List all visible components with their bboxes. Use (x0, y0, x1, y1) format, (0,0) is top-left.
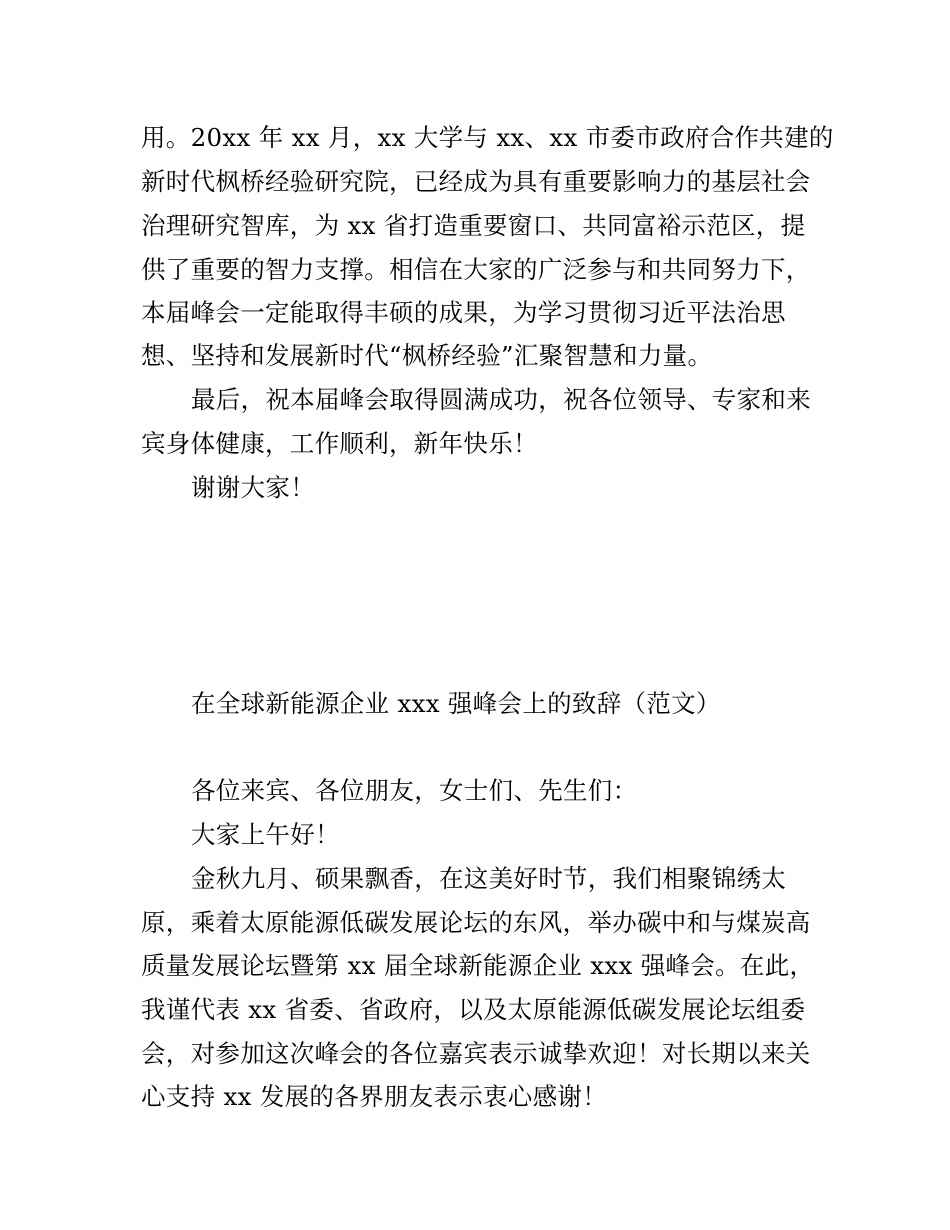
paragraph-line: 用。20xx 年 xx 月，xx 大学与 xx、xx 市委市政府合作共建的 (141, 123, 834, 152)
paragraph-line: 治理研究智库，为 xx 省打造重要窗口、共同富裕示范区，提 (141, 211, 806, 240)
paragraph-line: 新时代枫桥经验研究院，已经成为具有重要影响力的基层社会 (141, 167, 811, 196)
speech-title: 在全球新能源企业 xxx 强峰会上的致辞（范文） (191, 689, 721, 718)
paragraph-line: 最后，祝本届峰会取得圆满成功，祝各位领导、专家和来 (191, 385, 811, 414)
salutation-line: 各位来宾、各位朋友，女士们、先生们： (191, 776, 638, 805)
paragraph-line: 金秋九月、硕果飘香，在这美好时节，我们相聚锦绣太 (191, 864, 787, 893)
paragraph-line: 宾身体健康，工作顺利，新年快乐！ (141, 429, 538, 458)
closing-line: 谢谢大家！ (191, 473, 315, 502)
paragraph-line: 本届峰会一定能取得丰硕的成果，为学习贯彻习近平法治思 (141, 298, 786, 327)
paragraph-line: 心支持 xx 发展的各界朋友表示衷心感谢！ (141, 1082, 608, 1111)
paragraph-line: 质量发展论坛暨第 xx 届全球新能源企业 xxx 强峰会。在此， (141, 951, 815, 980)
paragraph-line: 原，乘着太原能源低碳发展论坛的东风，举办碳中和与煤炭高 (141, 908, 811, 937)
paragraph-line: 供了重要的智力支撑。相信在大家的广泛参与和共同努力下， (141, 255, 811, 284)
paragraph-line: 会，对参加这次峰会的各位嘉宾表示诚挚欢迎！对长期以来关 (141, 1039, 811, 1068)
paragraph-line: 我谨代表 xx 省委、省政府，以及太原能源低碳发展论坛组委 (141, 995, 806, 1024)
paragraph-line: 想、坚持和发展新时代“枫桥经验”汇聚智慧和力量。 (141, 341, 713, 370)
greeting-line: 大家上午好！ (191, 820, 340, 849)
